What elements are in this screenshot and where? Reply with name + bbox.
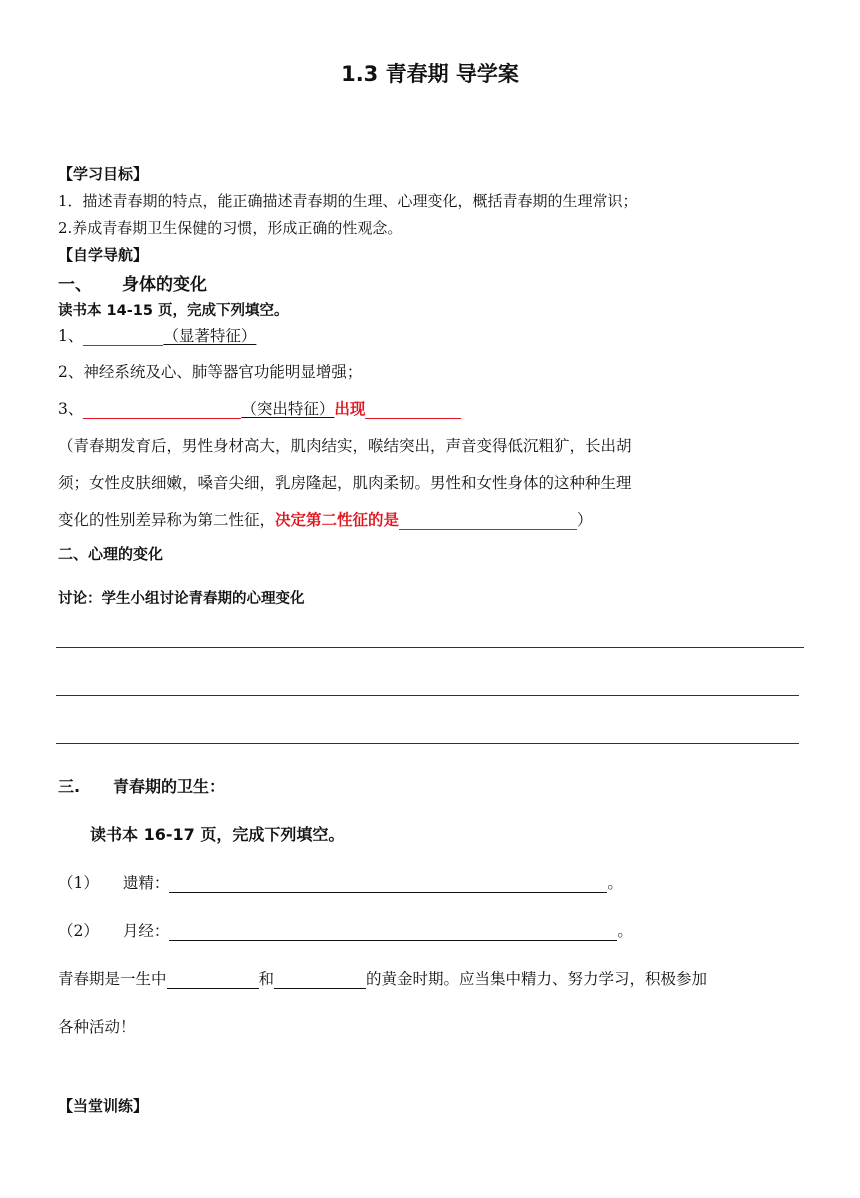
discussion-line-2[interactable] <box>56 695 799 696</box>
summary-line-1 <box>58 967 707 989</box>
hygiene-item-1-number: （1） <box>58 874 99 892</box>
summary-text-a: 青春期是一生中 <box>58 970 167 988</box>
paragraph-line-3-text: 变化的性别差异称为第二性征， <box>58 511 276 529</box>
question-3-red-text: 出现 <box>334 400 366 418</box>
answer-blank-1[interactable] <box>83 327 163 346</box>
hygiene-item-2-label: 月经： <box>122 922 170 940</box>
hygiene-item-2-number: （2） <box>58 922 99 940</box>
question-1-note: （显著特征） <box>163 327 257 345</box>
question-3 <box>58 397 461 419</box>
question-2: 2、神经系统及心、肺等器官功能明显增强； <box>58 363 363 381</box>
paragraph-line-3 <box>58 508 593 530</box>
goal-item-2: 2.养成青春期卫生保健的习惯，形成正确的性观念。 <box>58 219 403 237</box>
summary-line-2: 各种活动！ <box>58 1018 136 1036</box>
question-3-note: （突出特征） <box>241 400 335 418</box>
summary-text-c: 的黄金时期。应当集中精力、努力学习，积极参加 <box>366 970 708 988</box>
goals-heading: 【学习目标】 <box>58 165 149 183</box>
section3-instruction: 读书本 16-17 页，完成下列填空。 <box>90 825 345 844</box>
goal-item-1: 1．描述青春期的特点，能正确描述青春期的生理、心理变化，概括青春期的生理常识； <box>58 192 638 210</box>
question-1 <box>58 324 256 346</box>
practice-heading: 【当堂训练】 <box>58 1097 149 1115</box>
hygiene-item-1 <box>58 871 623 893</box>
discussion-line-1[interactable] <box>56 647 804 648</box>
section2-title: 二、心理的变化 <box>58 545 164 563</box>
section1-instruction: 读书本 14-15 页，完成下列填空。 <box>58 303 289 319</box>
answer-blank-3[interactable] <box>83 400 241 419</box>
answer-blank-trait[interactable] <box>399 511 577 530</box>
discussion-prompt: 讨论：学生小组讨论青春期的心理变化 <box>58 591 305 607</box>
summary-text-b: 和 <box>258 970 275 988</box>
answer-blank-emission[interactable] <box>169 874 607 893</box>
answer-blank-golden-2[interactable] <box>274 970 366 989</box>
guide-heading: 【自学导航】 <box>58 246 149 264</box>
answer-blank-menstruation[interactable] <box>169 922 617 941</box>
paragraph-line-1: （青春期发育后，男性身材高大，肌肉结实，喉结突出，声音变得低沉粗犷，长出胡 <box>58 437 632 455</box>
paragraph-close: ） <box>577 511 593 529</box>
section1-title: 身体的变化 <box>122 275 207 295</box>
paragraph-line-2: 须；女性皮肤细嫩，嗓音尖细，乳房隆起，肌肉柔韧。男性和女性身体的这种种生理 <box>58 474 632 492</box>
hygiene-item-1-end: 。 <box>607 874 623 892</box>
question-3-number: 3、 <box>58 400 84 418</box>
second-sex-trait-prompt: 决定第二性征的是 <box>275 511 400 529</box>
question-1-number: 1、 <box>58 327 84 345</box>
hygiene-item-2 <box>58 919 633 941</box>
answer-blank-golden-1[interactable] <box>167 970 259 989</box>
hygiene-item-2-end: 。 <box>617 922 633 940</box>
section1-number: 一、 <box>58 275 92 295</box>
answer-blank-3b[interactable] <box>365 400 461 419</box>
section3-number: 三. <box>58 777 81 796</box>
discussion-line-3[interactable] <box>56 743 799 744</box>
page-title: 1.3 青春期 导学案 <box>341 62 519 86</box>
section3-title: 青春期的卫生： <box>113 777 226 796</box>
hygiene-item-1-label: 遗精： <box>122 874 170 892</box>
